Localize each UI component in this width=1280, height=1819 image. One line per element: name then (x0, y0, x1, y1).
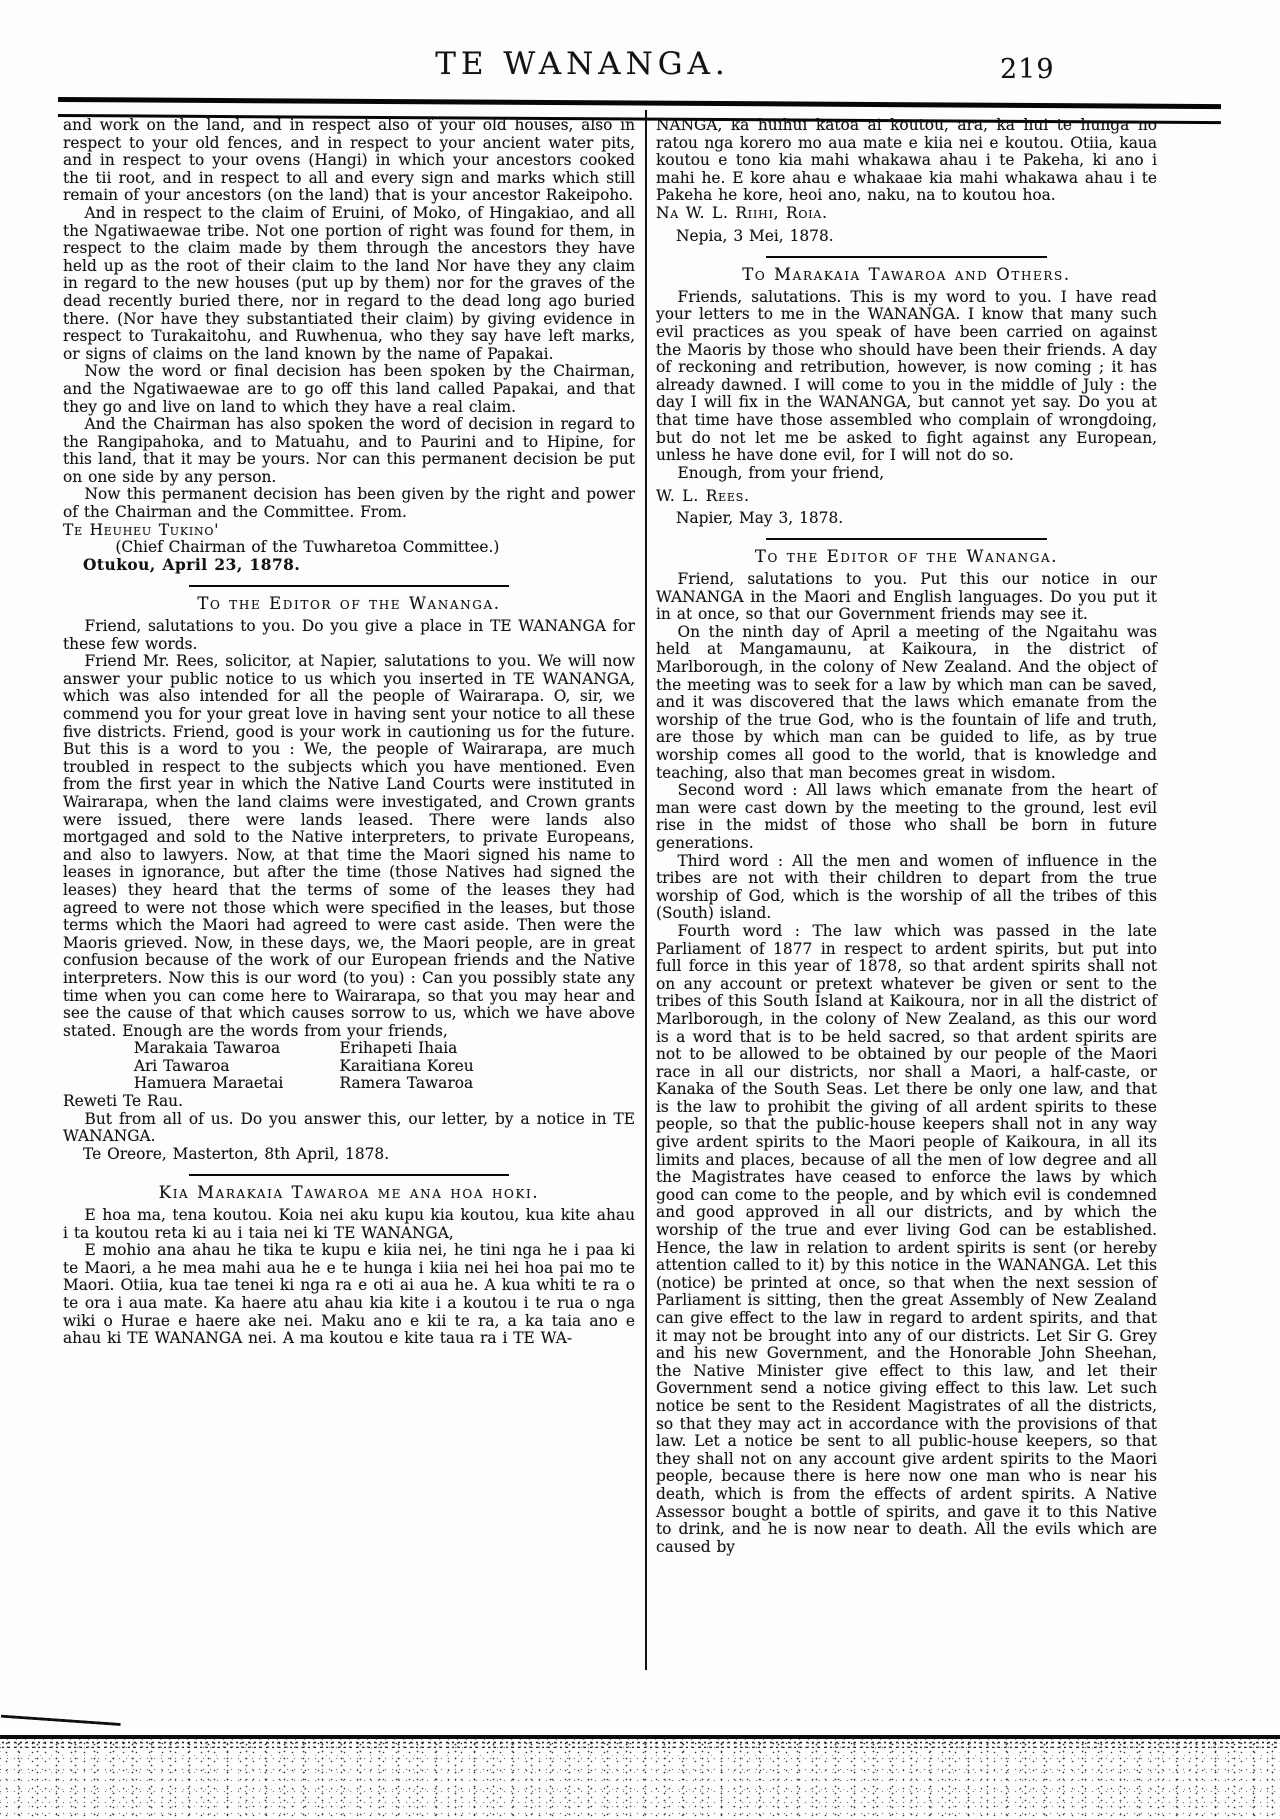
left-column (63, 117, 635, 1348)
article-letter-to-editor-wairarapa (63, 595, 635, 1163)
signatory: Ari Tawaroa (133, 1056, 230, 1075)
paragraph: But from all of us. Do you answer this, our letter, by a notice in TE WANANGA. (63, 1109, 635, 1146)
paragraph: Friends, salutations. This is my word to you. I have read your letters to me in the WANANGA. I know that many such evil practices as you speak of have been carried on against the Maoris by those who should have been their friends. A day of reckoning and retribution, however, is now coming ; it has already dawned. I will come to you in the middle of July : the day I will fix in the WANANGA, but cannot yet say. Do you at that time have those assembled who complain of wrongdoing, but do not let me be asked to fight against any European, unless he have done evil, for I will not do so. (656, 287, 1157, 465)
paragraph: Friend, salutations to you. Put this our notice in our WANANGA in the Maori and English languages. Do you put it in at once, so that our Government friends may see it. (656, 570, 1157, 624)
article-heading: To the Editor of the Wananga. (754, 547, 1059, 567)
paragraph: Enough, from your friend, (677, 463, 885, 482)
signature-names-right (332, 1040, 635, 1093)
paragraph: Second word : All laws which emanate from the heart of man were cast down by the meeting to the ground, lest evil rise in the midst of those who shall be born in future generations. (656, 781, 1157, 852)
signatory: Ramera Tawaroa (339, 1074, 474, 1093)
paragraph: And the Chairman has also spoken the word of decision in regard to the Rangipahoka, and to Matuahu, and to Paurini and to Hipine, for this land, that it may be yours. Nor can this permanent decision be put on one side by any person. (63, 415, 635, 486)
dateline: Otukou, April 23, 1878. (83, 555, 301, 574)
article-kia-marakaia-continued (656, 117, 1157, 245)
paragraph: And in respect to the claim of Eruini, of Moko, of Hingakiao, and all the Ngatiwaewae tribe. Not one portion of right was found for them, in respect to the claim made by them through the ancestors they have held up as the root of their claim to the land Nor have they any claim in regard to the new houses (put up by them) nor for the graves of the dead recently buried there, nor in regard to the dead long ago buried there. (Nor have they substantiated their claim) by giving evidence in respect to Turakaitohu, and Ruwhenua, who they say have left marks, or signs of claims on the land known by the name of Papakai. (63, 203, 635, 363)
signatory: Marakaia Tawaroa (133, 1039, 281, 1058)
paragraph: NANGA, ka huihui katoa ai koutou, ara, ka hui te hunga no ratou nga korero mo aua mate e kiia nei e koutou. Otiia, kaua koutou e tono kia mahi whakawa ahau i te Pakeha, ki ano i mahi he. E kore ahau e whakaae kia mahi whakawa ahau i te Pakeha he kore, heoi ano, naku, na to koutou hoa. (656, 116, 1157, 205)
article-heading: Kia Marakaia Tawaroa me ana hoa hoki. (158, 1183, 540, 1203)
right-column (656, 117, 1157, 1556)
signatory: Hamuera Maraetai (133, 1074, 284, 1093)
article-to-marakaia-tawaroa-and-others (656, 266, 1157, 527)
page-number: 219 (1000, 54, 1055, 85)
signature: W. L. Rees. (656, 487, 750, 506)
signatory: Karaitiana Koreu (339, 1056, 474, 1075)
article-heading: To Marakaia Tawaroa and Others. (742, 265, 1071, 285)
section-divider (766, 256, 1047, 258)
paragraph: Friend Mr. Rees, solicitor, at Napier, salutations to you. We will now answer your public notice to us which you inserted in TE WANANGA, which was also intended for all the people of Wairarapa. O, sir, we commend you for your great love in having sent your notice to all these five districts. Friend, good is your work in cautioning us for the future. But this is a word to you : We, the people of Wairarapa, are much troubled in respect to the subjects which you have mentioned. Even from the first year in which the Native Land Courts were instituted in Wairarapa, when the land claims were investigated, and Crown grants were issued, there were lands leased. There were lands also mortgaged and sold to the Native interpreters, to private Europeans, and also to lawyers. Now, at that time the Maori signed his name to leases in ignorance, but after the time (those Natives had signed the leases) they heard that the terms of some of the leases they had agreed to were not those which were specified in the leases, but those terms which the Maori had agreed to were cast aside. Then were the Maoris grieved. Now, in these days, we, the Maori people, are in great confusion because of the work of our European friends and the Native interpreters. Now this is our word (to you) : Can you possibly state any time when you can come here to Wairarapa, so that you may hear and see the cause of that which causes sorrow to us, which we have above stated. Enough are the words from your friends, (63, 652, 635, 1040)
masthead-title: TE WANANGA. (435, 46, 730, 82)
section-divider (189, 585, 509, 587)
page-bottom-scan-noise (0, 1735, 1280, 1819)
section-divider (189, 1174, 509, 1176)
paragraph: and work on the land, and in respect also of your old houses, also in respect to your old fences, and in respect to your ancient water pits, and in respect to your ovens (Hangi) in which your ancestors cooked the tii root, and in respect to all and every sign and marks which still remain of your ancestors (on the land) that is your ancestor Rakeipoho. (63, 116, 635, 205)
signature-role: (Chief Chairman of the Tuwharetoa Committee.) (115, 538, 500, 557)
paragraph: Third word : All the men and women of influence in the tribes are not with their children to depart from the true worship of God, which is the worship of all the tribes of this (South) island. (656, 851, 1157, 923)
paragraph: Now this permanent decision has been given by the right and power of the Chairman and the Committee. From. (63, 485, 635, 522)
dateline: Nepia, 3 Mei, 1878. (676, 226, 834, 245)
paragraph: Friend, salutations to you. Do you give a place in TE WANANGA for these few words. (63, 617, 635, 653)
column-divider (645, 110, 647, 1670)
article-heading: To the Editor of the Wananga. (197, 594, 501, 614)
signature-names (63, 1040, 635, 1093)
signature: Na W. L. Riihi, Roia. (656, 203, 828, 222)
article-kia-marakaia-tawaroa (63, 1184, 635, 1347)
signatory: Erihapeti Ihaia (339, 1039, 458, 1058)
article-land-decision (63, 117, 635, 574)
signature-names-left (63, 1040, 332, 1093)
signatory: Reweti Te Rau. (63, 1092, 183, 1111)
paragraph: E mohio ana ahau he tika te kupu e kiia nei, he tini nga he i paa ki te Maori, a he mea mahi aua he e te hunga i kiia nei hei hoa pai mo te Maori. Otiia, kua tae tenei ki nga ra e oti ai aua he. A kua whiti te ra o te ora i aua mate. Ka haere atu ahau kia kite i a koutou i te rua o nga wiki o Hurae e haere ake nei. Maku ano e kii te ra, a ka taia ano e ahau ki TE WANANGA nei. A ma koutou e kite taua ra i TE WA- (63, 1241, 635, 1348)
dateline: Te Oreore, Masterton, 8th April, 1878. (83, 1144, 390, 1163)
paragraph: E hoa ma, tena koutou. Koia nei aku kupu kia koutou, kua kite ahau i ta koutou reta ki au i taia nei ki TE WANANGA, (63, 1206, 635, 1242)
dateline: Napier, May 3, 1878. (676, 508, 844, 527)
paragraph: On the ninth day of April a meeting of the Ngaitahu was held at Mangamaunu, at Kaikoura, in the district of Marlborough, in the colony of New Zealand. And the object of the meeting was to seek for a law by which man can be saved, and it was discovered that the laws which emanate from the worship of the true God, who is the fountain of life and truth, are those by which man can be guided to life, as by true worship comes all good to the world, that is knowledge and teaching, also that man becomes great in wisdom. (656, 622, 1157, 782)
paragraph: Now the word or final decision has been spoken by the Chairman, and the Ngatiwaewae are to go off this land called Papakai, and that they go and live on land to which they have a real claim. (63, 362, 635, 416)
paragraph: Fourth word : The law which was passed in the late Parliament of 1877 in respect to ardent spirits, but put into full force in this year of 1878, so that ardent spirits shall not on any account or pretext whatever be given or sent to the tribes of this South Island at Kaikoura, nor in all the district of Marlborough, in the colony of New Zealand, as this our word is a word that is to be held sacred, so that ardent spirits are not to be allowed to be obtained by our people of the Maori race in all our districts, nor shall a Maori, a half-caste, or Kanaka of the South Seas. Let there be only one law, and that is the law to prohibit the giving of all ardent spirits to these people, so that the public-house keepers shall not in any way give ardent spirits to the Maori people of Kaikoura, in all its limits and places, because of all the men of low degree and all the Magistrates have ceased to enforce the laws by which good can come to the people, and by which evil is condemned and good approved in all our districts, and by which the worship of the true and ever living God can be established. Hence, the law in relation to ardent spirits is sent (or hereby attention called to it) by this notice in the WANANGA. Let this (notice) be printed at once, so that when the next session of Parliament is sitting, then the great Assembly of New Zealand can give effect to the law in regard to ardent spirits, and that it may not be brought into any of our districts. Let Sir G. Grey and his new Government, and the Honorable John Sheehan, the Native Minister give effect to this law, and let their Government send a notice giving effect to this law. Let such notice be sent to the Resident Magistrates of all the districts, so that they may act in accordance with the provisions of that law. Let a notice be sent to all public-house keepers, so that they shall not on any account give ardent spirits to the Maori people, because there is here now one man who is near his death, which is from the effects of ardent spirits. A Native Assessor bought a bottle of spirits, and gave it to this Native to drink, and he is now near to death. All the evils which are caused by (656, 921, 1157, 1556)
signature: Te Heuheu Tukino' (63, 520, 220, 539)
article-editor-notice-ardent-spirits (656, 548, 1157, 1556)
section-divider (766, 538, 1047, 540)
